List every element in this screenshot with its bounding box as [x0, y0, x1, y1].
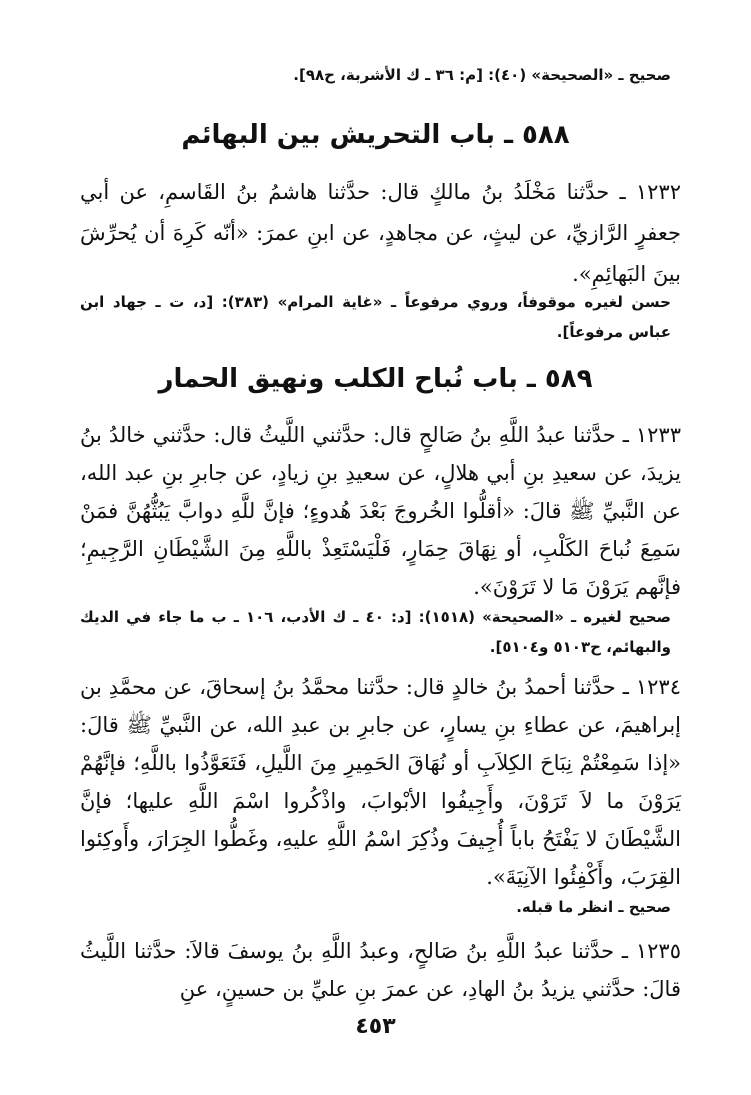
hadith-1232: ١٢٣٢ ـ حدَّثنا مَخْلَدُ بنُ مالكٍ قال: حدَّثنا هاشمُ بنُ القَاسمِ، عن أبي جعفرٍ الرَّازيِّ، عن ليثٍ، عن مجاهدٍ، عن ابنِ عمرَ: «أنّه كَرِهَ أن يُحرِّشَ بينَ البَهائِمِ».	[80, 180, 681, 286]
grading-note-1234: صحيح ـ انظر ما قبله.	[516, 898, 671, 916]
chapter-heading-588: ٥٨٨ ـ باب التحريش بين البهائم	[181, 120, 570, 150]
grading-note-1233: صحيح لغيره ـ «الصحيحة» (١٥١٨): [د: ٤٠ ـ ك الأدب، ١٠٦ ـ ب ما جاء في الديك والبهائم، ح٥١٠٣ و٥١٠٤].	[80, 608, 672, 656]
grading-note-1232: حسن لغيره موقوفاً، وروي مرفوعاً ـ «غاية المرام» (٣٨٣): [د، ت ـ جهاد ابن عباس مرفوعاً].	[80, 293, 671, 341]
hadith-1234: ١٢٣٤ ـ حدَّثنا أحمدُ بنُ خالدٍ قال: حدَّثنا محمَّدُ بنُ إسحاقَ، عن محمَّدِ بن إبراهيمَ، عن عطاءِ بنِ يسارٍ، عن جابرِ بن عبدِ الله، عن النَّبيِّ ﷺ قالَ: «إذا سَمِعْتُمْ نِبَاحَ الكِلاَبِ أو نُهَاقَ الحَمِيرِ مِنَ اللَّيلِ، فَتَعَوَّذُوا باللَّهِ؛ فإنَّهُمْ يَرَوْنَ ما لاَ تَرَوْنَ، وأَجِيفُوا الأبْوابَ، واذْكُروا اسْمَ اللَّهِ عليها؛ فإنَّ الشَّيْطَانَ لا يَفْتَحُ باباً أُجِيفَ وذُكِرَ اسْمُ اللَّهِ عليهِ، وغَطُّوا الجِرَارَ، وأَوكِئوا القِرَبَ، وأَكْفِئُوا الآنِيَةَ».	[80, 675, 681, 889]
top-grading-note: صحيح ـ «الصحيحة» (٤٠): [م: ٣٦ ـ ك الأشربة، ح٩٨].	[293, 66, 671, 84]
hadith-1233: ١٢٣٣ ـ حدَّثنا عبدُ اللَّهِ بنُ صَالحٍ قال: حدَّثني اللَّيثُ قال: حدَّثني خالدُ بنُ يزيدَ، عن سعيدِ بنِ أبي هلالٍ، عن سعيدِ بنِ زيادٍ، عن جابرِ بنِ عبد الله، عن النَّبيِّ ﷺ قالَ: «أقلُّوا الخُروجَ بَعْدَ هُدوءٍ؛ فإنَّ للَّهِ دوابَّ يَبُثُّهُنَّ فمَنْ سَمِعَ نُباحَ الكَلْبِ، أو نِهَاقَ حِمَارٍ، فَلْيَسْتَعِذْ باللَّهِ مِنَ الشَّيْطَانِ الرَّجِيمِ؛ فإنَّهم يَرَوْنَ مَا لا تَرَوْنَ».	[80, 423, 681, 599]
page-number: ٤٥٣	[355, 1014, 396, 1039]
hadith-1235: ١٢٣٥ ـ حدَّثنا عبدُ اللَّهِ بنُ صَالحٍ، وعبدُ اللَّهِ بنُ يوسفَ قالاَ: حدَّثنا اللَّيثُ قالَ: حدَّثني يزيدُ بنُ الهادِ، عن عمرَ بنِ عليِّ بن حسينٍ، عنِ	[80, 939, 681, 1001]
chapter-heading-589: ٥٨٩ ـ باب نُباح الكلب ونهيق الحمار	[158, 364, 593, 394]
